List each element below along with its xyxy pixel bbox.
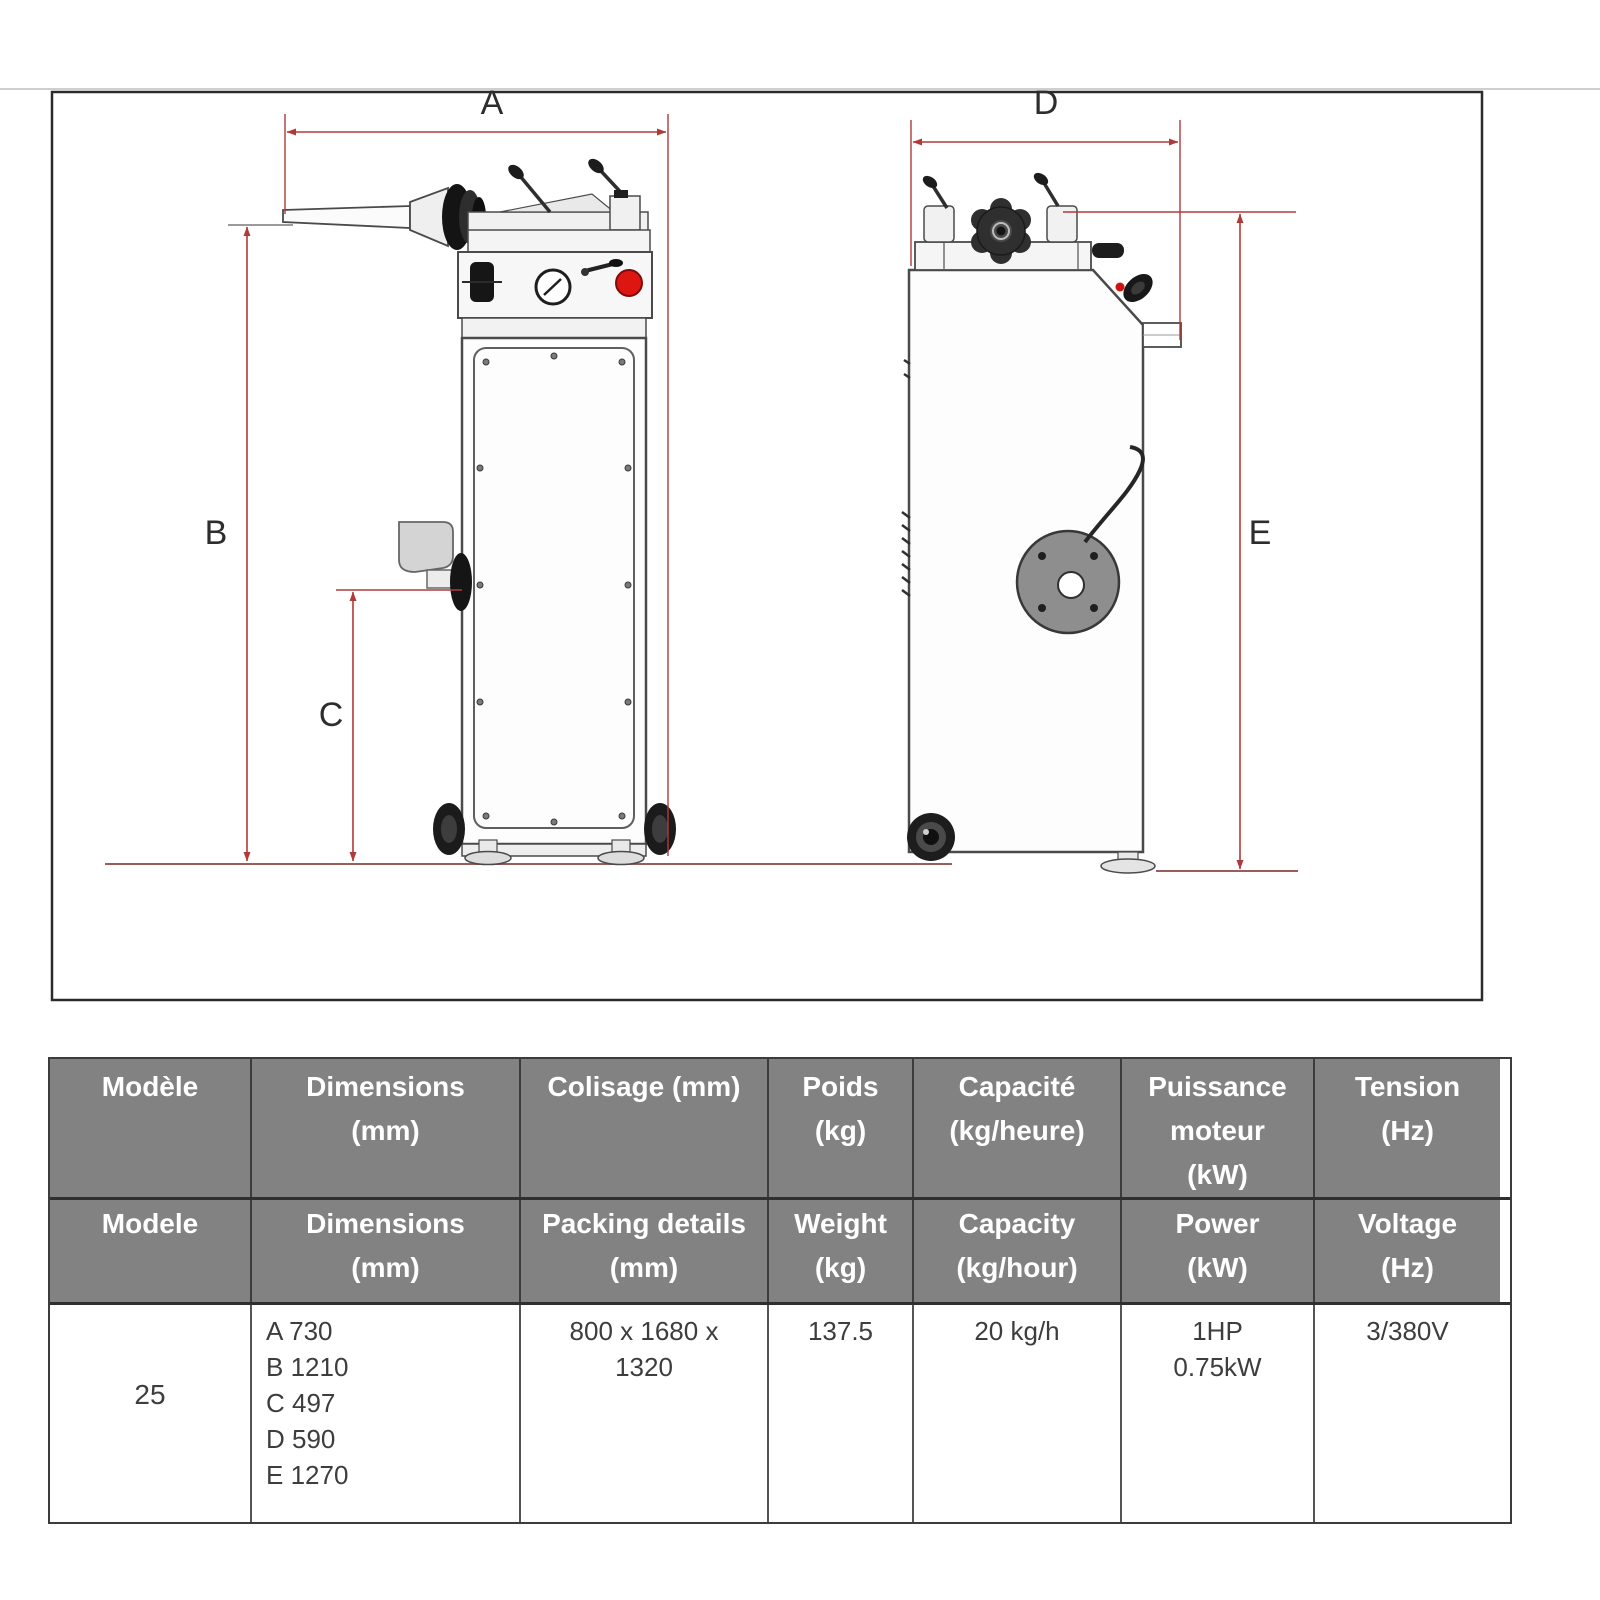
knee-lever-pad [399,522,453,572]
top-plate [468,230,650,252]
clamp-block-left [924,206,954,242]
emergency-stop-button-icon [616,270,642,296]
dim-label-d: D [1033,84,1059,122]
cell-dimensions-value: A 730 B 1210 C 497 D 590 E 1270 [252,1305,521,1522]
dim-label-c: C [318,696,344,734]
header-en-power: Power (kW) [1122,1200,1315,1302]
cell-capacity-value: 20 kg/h [914,1305,1122,1522]
header-fr-packing: Colisage (mm) [521,1059,769,1197]
indicator-dot [1116,283,1125,292]
lever-post [610,196,640,230]
dim-label-e: E [1248,514,1272,552]
table-header-row-french [50,1059,1510,1197]
cell-model-value: 25 [50,1305,252,1522]
cabinet-front [462,338,646,844]
side-foot-pad [1101,859,1155,873]
header-fr-model: Modèle [50,1059,252,1197]
header-fr-power: Puissance moteur (kW) [1122,1059,1315,1197]
foot-pad-left [465,852,511,865]
foot-pad-right [598,852,644,865]
rear-cylinder [1092,243,1124,258]
header-fr-weight: Poids (kg) [769,1059,914,1197]
cell-packing-value: 800 x 1680 x 1320 [521,1305,769,1522]
header-en-dimensions: Dimensions (mm) [252,1200,521,1302]
cabinet-band [462,318,646,338]
cell-voltage-value: 3/380V [1366,1316,1449,1346]
header-en-voltage: Voltage (Hz) [1315,1200,1500,1302]
dim-label-a: A [480,84,504,122]
spec-table [48,1057,1512,1524]
header-en-capacity: Capacity (kg/hour) [914,1200,1122,1302]
header-fr-dimensions: Dimensions (mm) [252,1059,521,1197]
cell-power-value: 1HP 0.75kW [1122,1305,1315,1522]
cell-weight-value: 137.5 [769,1305,914,1522]
header-en-model: Modele [50,1200,252,1302]
knee-lever-hub [450,553,472,611]
header-fr-voltage: Tension (Hz) [1315,1059,1500,1197]
table-data-row [50,1302,1510,1522]
dim-label-b: B [204,514,228,552]
header-en-packing: Packing details (mm) [521,1200,769,1302]
header-fr-capacity: Capacité (kg/heure) [914,1059,1122,1197]
table-header-row-english [50,1197,1510,1302]
header-en-weight: Weight (kg) [769,1200,914,1302]
